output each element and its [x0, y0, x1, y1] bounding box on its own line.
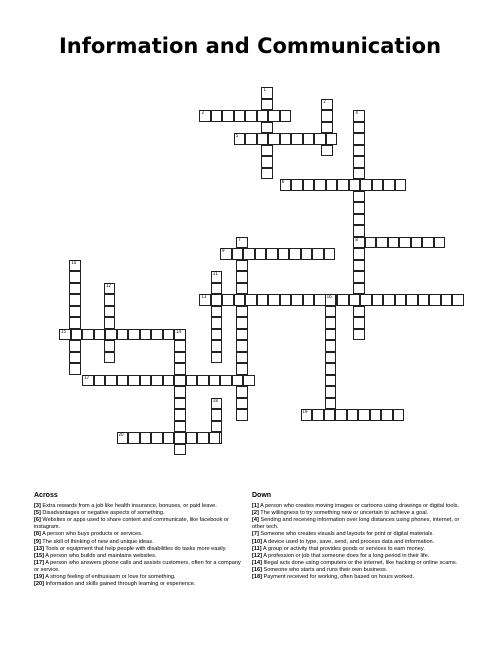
clue-number: [4] — [252, 517, 259, 524]
grid-cell[interactable] — [261, 87, 273, 99]
grid-cell[interactable] — [211, 352, 223, 364]
clue-number: [10] — [252, 538, 262, 545]
grid-cell[interactable] — [211, 340, 223, 352]
grid-cell[interactable] — [128, 432, 140, 444]
clue-text: A person who creates moving images or cartoons using drawings or digital tools. — [258, 503, 460, 510]
grid-cell[interactable] — [261, 156, 273, 168]
grid-cell[interactable] — [291, 179, 303, 191]
clue-text: A person who answers phone calls and assists customers, often for a company or service. — [34, 559, 241, 573]
grid-cell[interactable] — [325, 329, 337, 341]
clue-item — [34, 574, 246, 581]
grid-cell[interactable] — [303, 179, 315, 191]
grid-cell[interactable] — [326, 179, 338, 191]
grid-cell[interactable] — [422, 237, 434, 249]
grid-cell[interactable] — [325, 352, 337, 364]
grid-cell[interactable] — [353, 225, 365, 237]
grid-cell[interactable] — [104, 294, 116, 306]
grid-cell[interactable] — [105, 329, 117, 341]
clue-text: The willingness to try something new or uncertain to achieve a goal. — [258, 510, 429, 517]
grid-cell[interactable] — [197, 375, 209, 387]
grid-cell[interactable] — [94, 329, 106, 341]
clue-text: Tools or equipment that help people with disabilities do tasks more easily. — [43, 545, 227, 552]
grid-cell[interactable] — [383, 294, 395, 306]
grid-cell[interactable] — [383, 179, 395, 191]
grid-cell[interactable] — [266, 248, 278, 260]
clue-start-number: 15 — [61, 328, 67, 334]
grid-cell[interactable] — [353, 260, 365, 272]
grid-cell[interactable] — [104, 352, 116, 364]
grid-cell[interactable] — [280, 294, 292, 306]
grid-cell[interactable] — [236, 386, 248, 398]
grid-cell[interactable] — [349, 294, 361, 306]
clue-item — [34, 510, 246, 517]
clue-start-number: 5 — [235, 133, 239, 138]
grid-cell[interactable] — [353, 122, 365, 134]
clue-item — [252, 574, 467, 581]
clue-item — [252, 517, 467, 531]
grid-cell[interactable] — [441, 294, 453, 306]
across-heading: Across — [34, 492, 58, 499]
grid-cell[interactable] — [245, 133, 257, 145]
grid-cell[interactable] — [140, 432, 152, 444]
grid-cell[interactable] — [236, 317, 248, 329]
clue-number: [13] — [34, 545, 44, 552]
grid-cell[interactable] — [337, 294, 349, 306]
grid-cell[interactable] — [376, 237, 388, 249]
grid-cell[interactable] — [325, 386, 337, 398]
clue-text: Payment received for working, often based on hours worked. — [261, 574, 414, 581]
grid-cell[interactable] — [236, 271, 248, 283]
clue-start-number: 1 — [263, 87, 266, 92]
grid-cell[interactable] — [245, 294, 257, 306]
grid-cell[interactable] — [324, 409, 336, 421]
grid-cell[interactable] — [347, 409, 359, 421]
grid-cell[interactable] — [94, 375, 106, 387]
grid-cell[interactable] — [365, 237, 377, 249]
grid-cell[interactable] — [289, 248, 301, 260]
grid-cell[interactable] — [353, 202, 365, 214]
grid-cell[interactable] — [429, 294, 441, 306]
grid-cell[interactable] — [325, 398, 337, 410]
clue-number: [14] — [252, 559, 262, 566]
grid-cell[interactable] — [399, 237, 411, 249]
grid-cell[interactable] — [174, 363, 186, 375]
grid-cell[interactable] — [236, 306, 248, 318]
grid-cell[interactable] — [236, 237, 248, 249]
clue-item — [34, 531, 246, 538]
grid-cell[interactable] — [326, 133, 338, 145]
grid-cell[interactable] — [358, 409, 370, 421]
grid-cell[interactable] — [199, 110, 211, 122]
grid-cell[interactable] — [186, 432, 198, 444]
clue-number: [3] — [34, 503, 41, 510]
grid-cell[interactable] — [232, 248, 244, 260]
grid-cell[interactable] — [353, 191, 365, 203]
grid-cell[interactable] — [321, 145, 333, 157]
grid-cell[interactable] — [174, 421, 186, 433]
clue-start-number: 2 — [323, 98, 326, 104]
clue-item — [252, 553, 467, 560]
clue-item — [34, 517, 246, 531]
down-clues — [252, 492, 467, 581]
clue-start-number: 7 — [238, 236, 241, 242]
grid-cell[interactable] — [82, 329, 94, 341]
grid-cell[interactable] — [268, 110, 280, 122]
grid-cell[interactable] — [353, 214, 365, 226]
grid-cell[interactable] — [222, 294, 234, 306]
grid-cell[interactable] — [232, 375, 244, 387]
clue-start-number: 18 — [212, 397, 218, 403]
clue-number: [18] — [252, 574, 262, 581]
grid-cell[interactable] — [236, 283, 248, 295]
grid-cell[interactable] — [236, 398, 248, 410]
grid-cell[interactable] — [197, 432, 209, 444]
grid-cell[interactable] — [303, 133, 315, 145]
clue-start-number: 8 — [355, 236, 358, 242]
clue-number: [5] — [34, 510, 41, 517]
grid-cell[interactable] — [314, 133, 326, 145]
clue-text: A person who builds and maintains websites. — [43, 552, 157, 559]
grid-cell[interactable] — [140, 375, 152, 387]
grid-cell[interactable] — [353, 237, 365, 249]
grid-cell[interactable] — [211, 294, 223, 306]
grid-cell[interactable] — [211, 306, 223, 318]
grid-cell[interactable] — [325, 306, 337, 318]
grid-cell[interactable] — [395, 179, 407, 191]
clue-text: A group or activity that provides goods or services to earn money. — [261, 545, 425, 552]
grid-cell[interactable] — [117, 432, 129, 444]
clue-item — [252, 503, 467, 510]
grid-cell[interactable] — [255, 248, 267, 260]
grid-cell[interactable] — [69, 363, 81, 375]
grid-cell[interactable] — [245, 110, 257, 122]
grid-cell[interactable] — [324, 248, 336, 260]
grid-cell[interactable] — [104, 283, 116, 295]
grid-cell[interactable] — [236, 352, 248, 364]
grid-cell[interactable] — [69, 260, 81, 272]
grid-cell[interactable] — [163, 329, 175, 341]
grid-cell[interactable] — [360, 179, 372, 191]
grid-cell[interactable] — [104, 317, 116, 329]
clue-item — [252, 567, 467, 574]
clue-start-number: 10 — [71, 259, 77, 265]
clue-start-number: 9 — [222, 248, 225, 253]
grid-cell[interactable] — [291, 294, 303, 306]
grid-cell[interactable] — [406, 294, 418, 306]
clue-item — [252, 539, 467, 546]
grid-cell[interactable] — [104, 306, 116, 318]
grid-cell[interactable] — [104, 340, 116, 352]
grid-cell[interactable] — [69, 340, 81, 352]
clue-start-number: 20 — [118, 432, 124, 437]
clue-item — [34, 560, 246, 574]
grid-cell[interactable] — [280, 133, 292, 145]
grid-cell[interactable] — [151, 329, 163, 341]
grid-cell[interactable] — [321, 99, 333, 111]
clue-number: [1] — [252, 503, 259, 510]
clue-text: Someone who creates visuals and layouts for print or digital materials. — [258, 531, 434, 538]
grid-cell[interactable] — [353, 168, 365, 180]
grid-cell[interactable] — [82, 375, 94, 387]
clue-start-number: 11 — [212, 271, 218, 276]
grid-cell[interactable] — [353, 133, 365, 145]
grid-cell[interactable] — [69, 317, 81, 329]
grid-cell[interactable] — [257, 133, 269, 145]
clue-item — [34, 581, 246, 588]
clue-text: Extra rewards from a job like health insurance, bonuses, or paid leave. — [40, 503, 217, 510]
grid-cell[interactable] — [209, 432, 221, 444]
clue-item — [252, 546, 467, 553]
grid-cell[interactable] — [353, 317, 365, 329]
grid-cell[interactable] — [314, 179, 326, 191]
clue-start-number: 17 — [84, 374, 90, 380]
grid-cell[interactable] — [280, 110, 292, 122]
grid-cell[interactable] — [312, 409, 324, 421]
grid-cell[interactable] — [69, 352, 81, 364]
grid-cell[interactable] — [211, 398, 223, 410]
grid-cell[interactable] — [236, 260, 248, 272]
down-heading: Down — [252, 492, 272, 499]
clue-number: [8] — [34, 531, 41, 538]
clue-text: A person who buys products or services. — [40, 531, 143, 538]
grid-cell[interactable] — [105, 375, 117, 387]
grid-cell[interactable] — [257, 110, 269, 122]
grid-cell[interactable] — [280, 179, 292, 191]
clue-item — [252, 531, 467, 538]
grid-cell[interactable] — [411, 237, 423, 249]
clue-number: [20] — [34, 581, 44, 588]
grid-cell[interactable] — [268, 294, 280, 306]
clue-text: Information and skills gained through learning or experience. — [43, 581, 196, 588]
grid-cell[interactable] — [353, 110, 365, 122]
grid-cell[interactable] — [117, 375, 129, 387]
grid-cell[interactable] — [211, 329, 223, 341]
grid-cell[interactable] — [186, 375, 198, 387]
grid-cell[interactable] — [117, 329, 129, 341]
grid-cell[interactable] — [199, 294, 211, 306]
grid-cell[interactable] — [325, 363, 337, 375]
grid-cell[interactable] — [128, 375, 140, 387]
grid-cell[interactable] — [291, 133, 303, 145]
grid-cell[interactable] — [236, 329, 248, 341]
grid-cell[interactable] — [209, 375, 221, 387]
grid-cell[interactable] — [69, 306, 81, 318]
clue-start-number: 3 — [201, 110, 204, 115]
clue-start-number: 14 — [176, 328, 182, 334]
grid-cell[interactable] — [372, 294, 384, 306]
clue-start-number: 12 — [105, 282, 111, 288]
grid-cell[interactable] — [372, 179, 384, 191]
clue-text: Disadvantages or negative aspects of something. — [40, 510, 165, 517]
clue-number: [19] — [34, 574, 44, 581]
grid-cell[interactable] — [174, 375, 186, 387]
clue-number: [7] — [252, 531, 259, 538]
clue-start-number: 6 — [281, 179, 285, 184]
grid-cell[interactable] — [434, 237, 446, 249]
grid-cell[interactable] — [243, 248, 255, 260]
grid-cell[interactable] — [211, 317, 223, 329]
clue-item — [34, 553, 246, 560]
grid-cell[interactable] — [236, 363, 248, 375]
grid-cell[interactable] — [353, 145, 365, 157]
grid-cell[interactable] — [163, 432, 175, 444]
clue-item — [34, 503, 246, 510]
grid-cell[interactable] — [140, 329, 152, 341]
grid-cell[interactable] — [325, 340, 337, 352]
grid-cell[interactable] — [211, 409, 223, 421]
grid-cell[interactable] — [257, 294, 269, 306]
grid-cell[interactable] — [174, 432, 186, 444]
across-clues — [34, 492, 246, 588]
clue-number: [6] — [34, 517, 41, 524]
grid-cell[interactable] — [393, 409, 405, 421]
clue-text: Someone who starts and runs their own business. — [261, 566, 388, 573]
clue-number: [16] — [252, 566, 262, 573]
grid-cell[interactable] — [220, 248, 232, 260]
grid-cell[interactable] — [151, 432, 163, 444]
clue-start-number: 13 — [201, 294, 207, 299]
grid-cell[interactable] — [174, 444, 186, 456]
grid-cell[interactable] — [222, 110, 234, 122]
grid-cell[interactable] — [174, 352, 186, 364]
grid-cell[interactable] — [151, 375, 163, 387]
clue-item — [252, 560, 467, 567]
grid-cell[interactable] — [325, 317, 337, 329]
clue-text: The skill of thinking of new and unique ideas. — [40, 538, 154, 545]
clue-start-number: 4 — [355, 110, 358, 115]
grid-cell[interactable] — [278, 248, 290, 260]
clue-text: Illegal acts done using computers or the internet, like hacking or online scams. — [261, 559, 458, 566]
clue-item — [34, 539, 246, 546]
clue-number: [9] — [34, 538, 41, 545]
grid-cell[interactable] — [301, 409, 313, 421]
grid-cell[interactable] — [418, 294, 430, 306]
clue-text: Websites or apps used to share content and communicate, like facebook or instagram. — [34, 517, 229, 531]
grid-cell[interactable] — [337, 179, 349, 191]
clue-number: [17] — [34, 559, 44, 566]
grid-cell[interactable] — [220, 375, 232, 387]
grid-cell[interactable] — [236, 409, 248, 421]
clue-number: [15] — [34, 552, 44, 559]
grid-cell[interactable] — [325, 375, 337, 387]
grid-cell[interactable] — [353, 283, 365, 295]
grid-cell[interactable] — [69, 271, 81, 283]
grid-cell[interactable] — [243, 375, 255, 387]
clue-text: A profession or job that someone does for a long period in their life. — [261, 552, 430, 559]
grid-cell[interactable] — [234, 133, 246, 145]
grid-cell[interactable] — [163, 375, 175, 387]
grid-cell[interactable] — [211, 421, 223, 433]
grid-cell[interactable] — [261, 168, 273, 180]
grid-cell[interactable] — [268, 133, 280, 145]
clue-number: [12] — [252, 552, 262, 559]
grid-cell[interactable] — [303, 294, 315, 306]
grid-cell[interactable] — [395, 294, 407, 306]
grid-cell[interactable] — [353, 271, 365, 283]
clue-item — [252, 510, 467, 517]
grid-cell[interactable] — [174, 409, 186, 421]
grid-cell[interactable] — [236, 340, 248, 352]
grid-cell[interactable] — [321, 122, 333, 134]
grid-cell[interactable] — [321, 110, 333, 122]
grid-cell[interactable] — [211, 283, 223, 295]
grid-cell[interactable] — [349, 179, 361, 191]
clue-item — [34, 546, 246, 553]
grid-cell[interactable] — [388, 237, 400, 249]
grid-cell[interactable] — [69, 283, 81, 295]
grid-cell[interactable] — [234, 294, 246, 306]
grid-cell[interactable] — [335, 409, 347, 421]
clue-start-number: 19 — [302, 409, 308, 414]
grid-cell[interactable] — [211, 110, 223, 122]
grid-cell[interactable] — [174, 398, 186, 410]
grid-cell[interactable] — [381, 409, 393, 421]
clue-text: A device used to type, save, send, and process data and information. — [261, 538, 435, 545]
grid-cell[interactable] — [360, 294, 372, 306]
grid-cell[interactable] — [353, 306, 365, 318]
grid-cell[interactable] — [128, 329, 140, 341]
grid-cell[interactable] — [452, 294, 464, 306]
clue-text: Sending and receiving information over long distances using phones, internet, or other tech. — [252, 517, 460, 531]
grid-cell[interactable] — [325, 294, 337, 306]
clue-start-number: 16 — [326, 294, 332, 299]
grid-cell[interactable] — [261, 145, 273, 157]
grid-cell[interactable] — [71, 329, 83, 341]
grid-cell[interactable] — [353, 248, 365, 260]
grid-cell[interactable] — [370, 409, 382, 421]
grid-cell[interactable] — [301, 248, 313, 260]
grid-cell[interactable] — [353, 329, 365, 341]
grid-cell[interactable] — [174, 329, 186, 341]
clue-text: A strong feeling of enthusiasm or love for something. — [43, 574, 176, 581]
clue-number: [11] — [252, 545, 262, 552]
grid-cell[interactable] — [69, 294, 81, 306]
page-title: Information and Communication — [58, 34, 442, 58]
grid-cell[interactable] — [261, 99, 273, 111]
grid-cell[interactable] — [312, 248, 324, 260]
grid-cell[interactable] — [261, 122, 273, 134]
grid-cell[interactable] — [353, 156, 365, 168]
grid-cell[interactable] — [211, 271, 223, 283]
grid-cell[interactable] — [234, 110, 246, 122]
grid-cell[interactable] — [174, 340, 186, 352]
grid-cell[interactable] — [59, 329, 71, 341]
grid-cell[interactable] — [174, 386, 186, 398]
clue-number: [2] — [252, 510, 259, 517]
